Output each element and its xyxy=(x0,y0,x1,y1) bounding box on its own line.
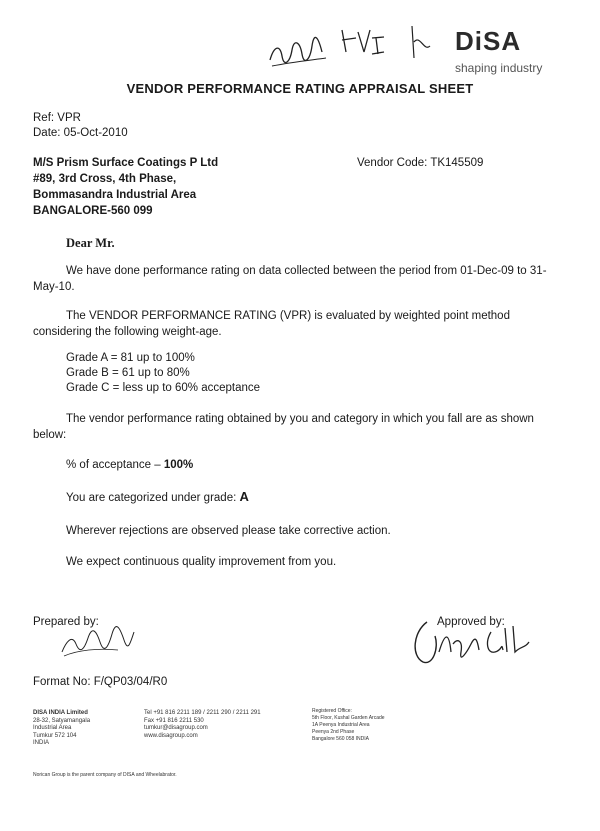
paragraph-period: We have done performance rating on data collected between the period from 01-Dec-09 to 31-May-10. xyxy=(33,265,547,293)
footer-office-line: Peenya 2nd Phase xyxy=(312,729,355,735)
approved-signature xyxy=(405,612,535,672)
footer-group-note: Norican Group is the parent company of DISA and Wheelabrator. xyxy=(33,772,177,778)
acceptance-label: % of acceptance – xyxy=(66,459,164,471)
footer-office-line: 1A Peenya Industrial Area xyxy=(312,722,370,728)
vendor-code: Vendor Code: TK145509 xyxy=(357,157,484,169)
disa-logo: DiSA xyxy=(455,26,522,56)
grade-b: Grade B = 61 up to 80% xyxy=(66,367,190,379)
paragraph-method: The VENDOR PERFORMANCE RATING (VPR) is evaluated by weighted point method considering the following weight-age. xyxy=(33,310,510,338)
salutation: Dear Mr. xyxy=(66,236,115,250)
footer-company-line: INDIA xyxy=(33,740,50,746)
footer-company xyxy=(33,710,90,748)
footer-fax: Fax +91 816 2211 530 xyxy=(144,717,204,724)
prepared-by-label: Prepared by: xyxy=(33,616,99,628)
footer-company-name: DISA INDIA Limited xyxy=(33,710,88,716)
grade-line xyxy=(66,489,249,506)
footer-company-line: Industrial Area xyxy=(33,725,72,731)
acceptance-line xyxy=(66,458,193,473)
handwritten-note-top xyxy=(262,22,442,82)
paragraph-improvement: We expect continuous quality improvement from you. xyxy=(66,556,337,568)
address-line-3: Bommasandra Industrial Area xyxy=(33,189,197,201)
ref-line: Ref: VPR xyxy=(33,112,81,124)
footer-office-line: Bangalore 560 058 INDIA xyxy=(312,736,369,742)
prepared-signature xyxy=(58,620,138,660)
paragraph-result: The vendor performance rating obtained by you and category in which you fall are as shown below: xyxy=(33,413,534,441)
paragraph-corrective: Wherever rejections are observed please take corrective action. xyxy=(66,525,391,537)
approved-by-label: Approved by: xyxy=(437,616,505,628)
grade-label: You are categorized under grade: xyxy=(66,492,240,504)
footer-registered-office xyxy=(312,708,385,743)
document-title: VENDOR PERFORMANCE RATING APPRAISAL SHEET xyxy=(126,81,474,96)
footer-phone: Tel +91 816 2211 189 / 2211 290 / 2211 291 xyxy=(144,710,261,716)
footer-contact xyxy=(144,710,261,740)
footer-email: tumkur@disagroup.com xyxy=(144,725,208,731)
footer-website: www.disagroup.com xyxy=(144,732,198,739)
grade-a: Grade A = 81 up to 100% xyxy=(66,352,195,364)
footer-office-line: Registered Office: xyxy=(312,708,352,714)
address-line-2: #89, 3rd Cross, 4th Phase, xyxy=(33,173,177,185)
grade-c: Grade C = less up to 60% acceptance xyxy=(66,382,261,394)
footer-company-line: 28-32, Satyamangala xyxy=(33,717,91,724)
footer-company-line: Tumkur 572 104 xyxy=(33,732,77,739)
address-line-4: BANGALORE-560 099 xyxy=(33,205,153,217)
vendor-name: M/S Prism Surface Coatings P Ltd xyxy=(33,157,219,169)
date-line: Date: 05-Oct-2010 xyxy=(33,127,128,139)
logo-tagline: shaping industry xyxy=(455,61,543,75)
format-number: Format No: F/QP03/04/R0 xyxy=(33,676,168,688)
acceptance-value: 100% xyxy=(163,459,194,471)
grade-value: A xyxy=(239,489,249,504)
footer-office-line: 5th Floor, Kushal Garden Arcade xyxy=(312,715,385,721)
